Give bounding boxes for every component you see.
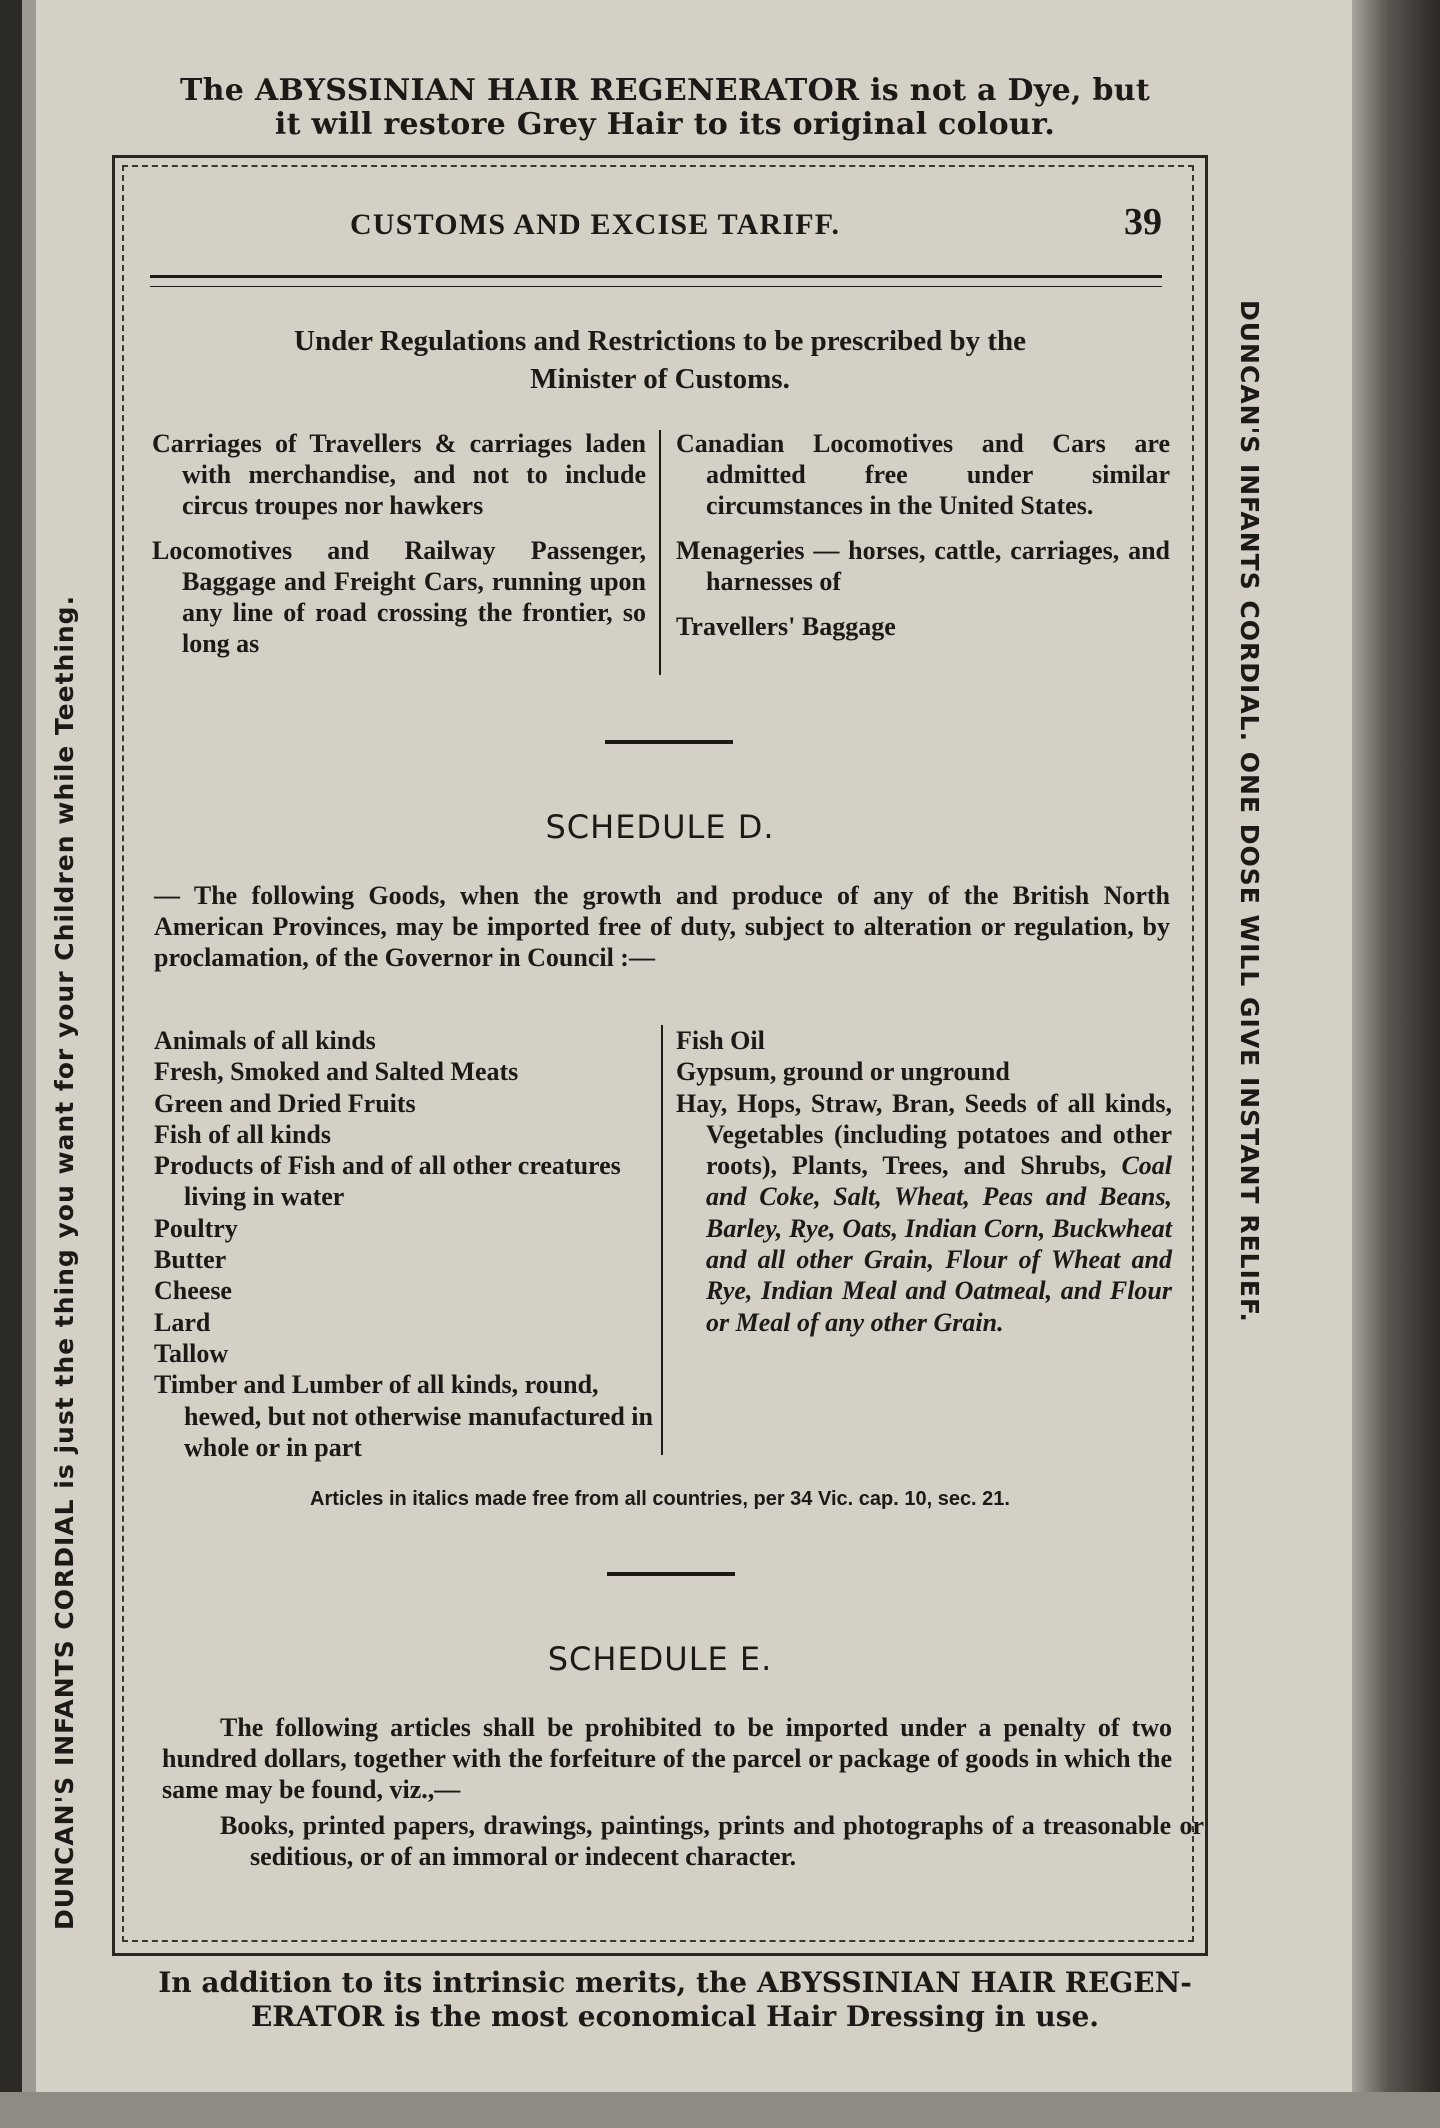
section-divider-rule: [607, 1572, 735, 1576]
page-binding-edge: [0, 0, 22, 2128]
free-list-item: Menageries — horses, cattle, carriages, and harnesses of: [676, 536, 1170, 596]
list-item: [676, 1088, 1172, 1338]
regulations-heading: [170, 322, 1150, 398]
list-item: Green and Dried Fruits: [154, 1088, 416, 1118]
page-header: [150, 200, 1170, 250]
schedule-e-title: SCHEDULE E.: [547, 1640, 773, 1678]
list-item: Lard: [154, 1307, 211, 1337]
regulations-line-1: Under Regulations and Restrictions to be prescribed by the: [294, 325, 1026, 357]
list-item: Tallow: [154, 1338, 229, 1368]
bottom-ad-line-2: ERATOR is the most economical Hair Dressing in use.: [250, 2000, 1100, 2033]
list-item: Poultry: [154, 1213, 238, 1243]
list-item: Fresh, Smoked and Salted Meats: [154, 1057, 519, 1087]
left-side-advertisement: DUNCAN'S INFANTS CORDIAL is just the thing you want for your Children while Teething.: [50, 594, 79, 1930]
list-item: Timber and Lumber of all kinds, round, hewed, but not otherwise manufactured in whole or in part: [154, 1370, 653, 1462]
list-item-plain-text: Hay, Hops, Straw, Bran, Seeds of all kinds, Vegetables (including potatoes and other roots), Plants, Trees, and Shrubs,: [676, 1088, 1172, 1181]
right-side-advertisement: DUNCAN'S INFANTS CORDIAL. ONE DOSE WILL GIVE INSTANT RELIEF.: [1235, 300, 1264, 1323]
top-advertisement: [90, 74, 1240, 142]
page-number: 39: [1124, 201, 1162, 243]
schedule-d-title: SCHEDULE D.: [545, 808, 775, 846]
header-double-rule: [150, 275, 1162, 287]
list-item: Fish Oil: [676, 1026, 765, 1055]
list-item: Cheese: [154, 1276, 232, 1306]
list-item: Animals of all kinds: [154, 1026, 376, 1055]
column-divider: [661, 1025, 663, 1455]
regulations-line-2: Minister of Customs.: [530, 363, 790, 395]
list-item: Butter: [154, 1245, 227, 1275]
free-list-item: Canadian Locomotives and Cars are admitted free under similar circumstances in the United States.: [676, 429, 1170, 520]
free-list-item: Carriages of Travellers & carriages laden with merchandise, and not to include circus troupes nor hawkers: [152, 429, 646, 520]
free-list-left-column: [152, 428, 646, 673]
intro-dash: —: [154, 881, 180, 910]
bottom-advertisement: [110, 1966, 1240, 2034]
page-binding-shadow: [22, 0, 36, 2128]
column-divider: [659, 430, 661, 675]
page-title: CUSTOMS AND EXCISE TARIFF.: [350, 208, 841, 241]
list-item: Products of Fish and of all other creatures living in water: [154, 1151, 621, 1212]
schedule-e-intro: The following articles shall be prohibited to be imported under a penalty of two hundred dollars, together with the forfeiture of the parcel or package of goods in which the same may be found, viz.,—: [162, 1713, 1172, 1804]
schedule-d-intro-text: The following Goods, when the growth and produce of any of the British North American Provinces, may be imported free of duty, subject to alteration or regulation, by proclamation, of the Governor in Council :—: [154, 881, 1171, 972]
page-right-edge: [1352, 0, 1440, 2128]
list-item-italic-text: Coal and Coke, Salt, Wheat, Peas and Beans, Barley, Rye, Oats, Indian Corn, Buckwheat and all other Grain, Flour of Wheat and Rye, Indian Meal and Oatmeal, and Flour or Meal of any other Grain.: [706, 1151, 1173, 1337]
list-item: Fish of all kinds: [154, 1119, 332, 1149]
top-ad-line-2: it will restore Grey Hair to its original colour.: [274, 107, 1056, 142]
schedule-d-left-list: [154, 1025, 654, 1463]
section-divider-rule: [605, 740, 733, 744]
bottom-ad-line-1: In addition to its intrinsic merits, the ABYSSINIAN HAIR REGEN-: [158, 1966, 1192, 1999]
free-list-item: Travellers' Baggage: [676, 612, 896, 641]
page-bottom-edge: [0, 2092, 1440, 2128]
free-list-item: Locomotives and Railway Passenger, Baggage and Freight Cars, running upon any line of road crossing the frontier, so long as: [152, 536, 646, 658]
top-ad-line-1: The ABYSSINIAN HAIR REGENERATOR is not a Dye, but: [180, 73, 1150, 108]
list-item: Gypsum, ground or unground: [676, 1057, 1010, 1087]
free-list-right-column: [676, 428, 1170, 656]
schedule-d-right-list: [676, 1025, 1172, 1338]
schedule-d-intro: [154, 880, 1170, 973]
italics-footnote: Articles in italics made free from all countries, per 34 Vic. cap. 10, sec. 21.: [310, 1488, 1010, 1510]
schedule-e-item: Books, printed papers, drawings, paintings, prints and photographs of a treasonable or seditious, or of an immoral or indecent character.: [220, 1811, 1204, 1871]
